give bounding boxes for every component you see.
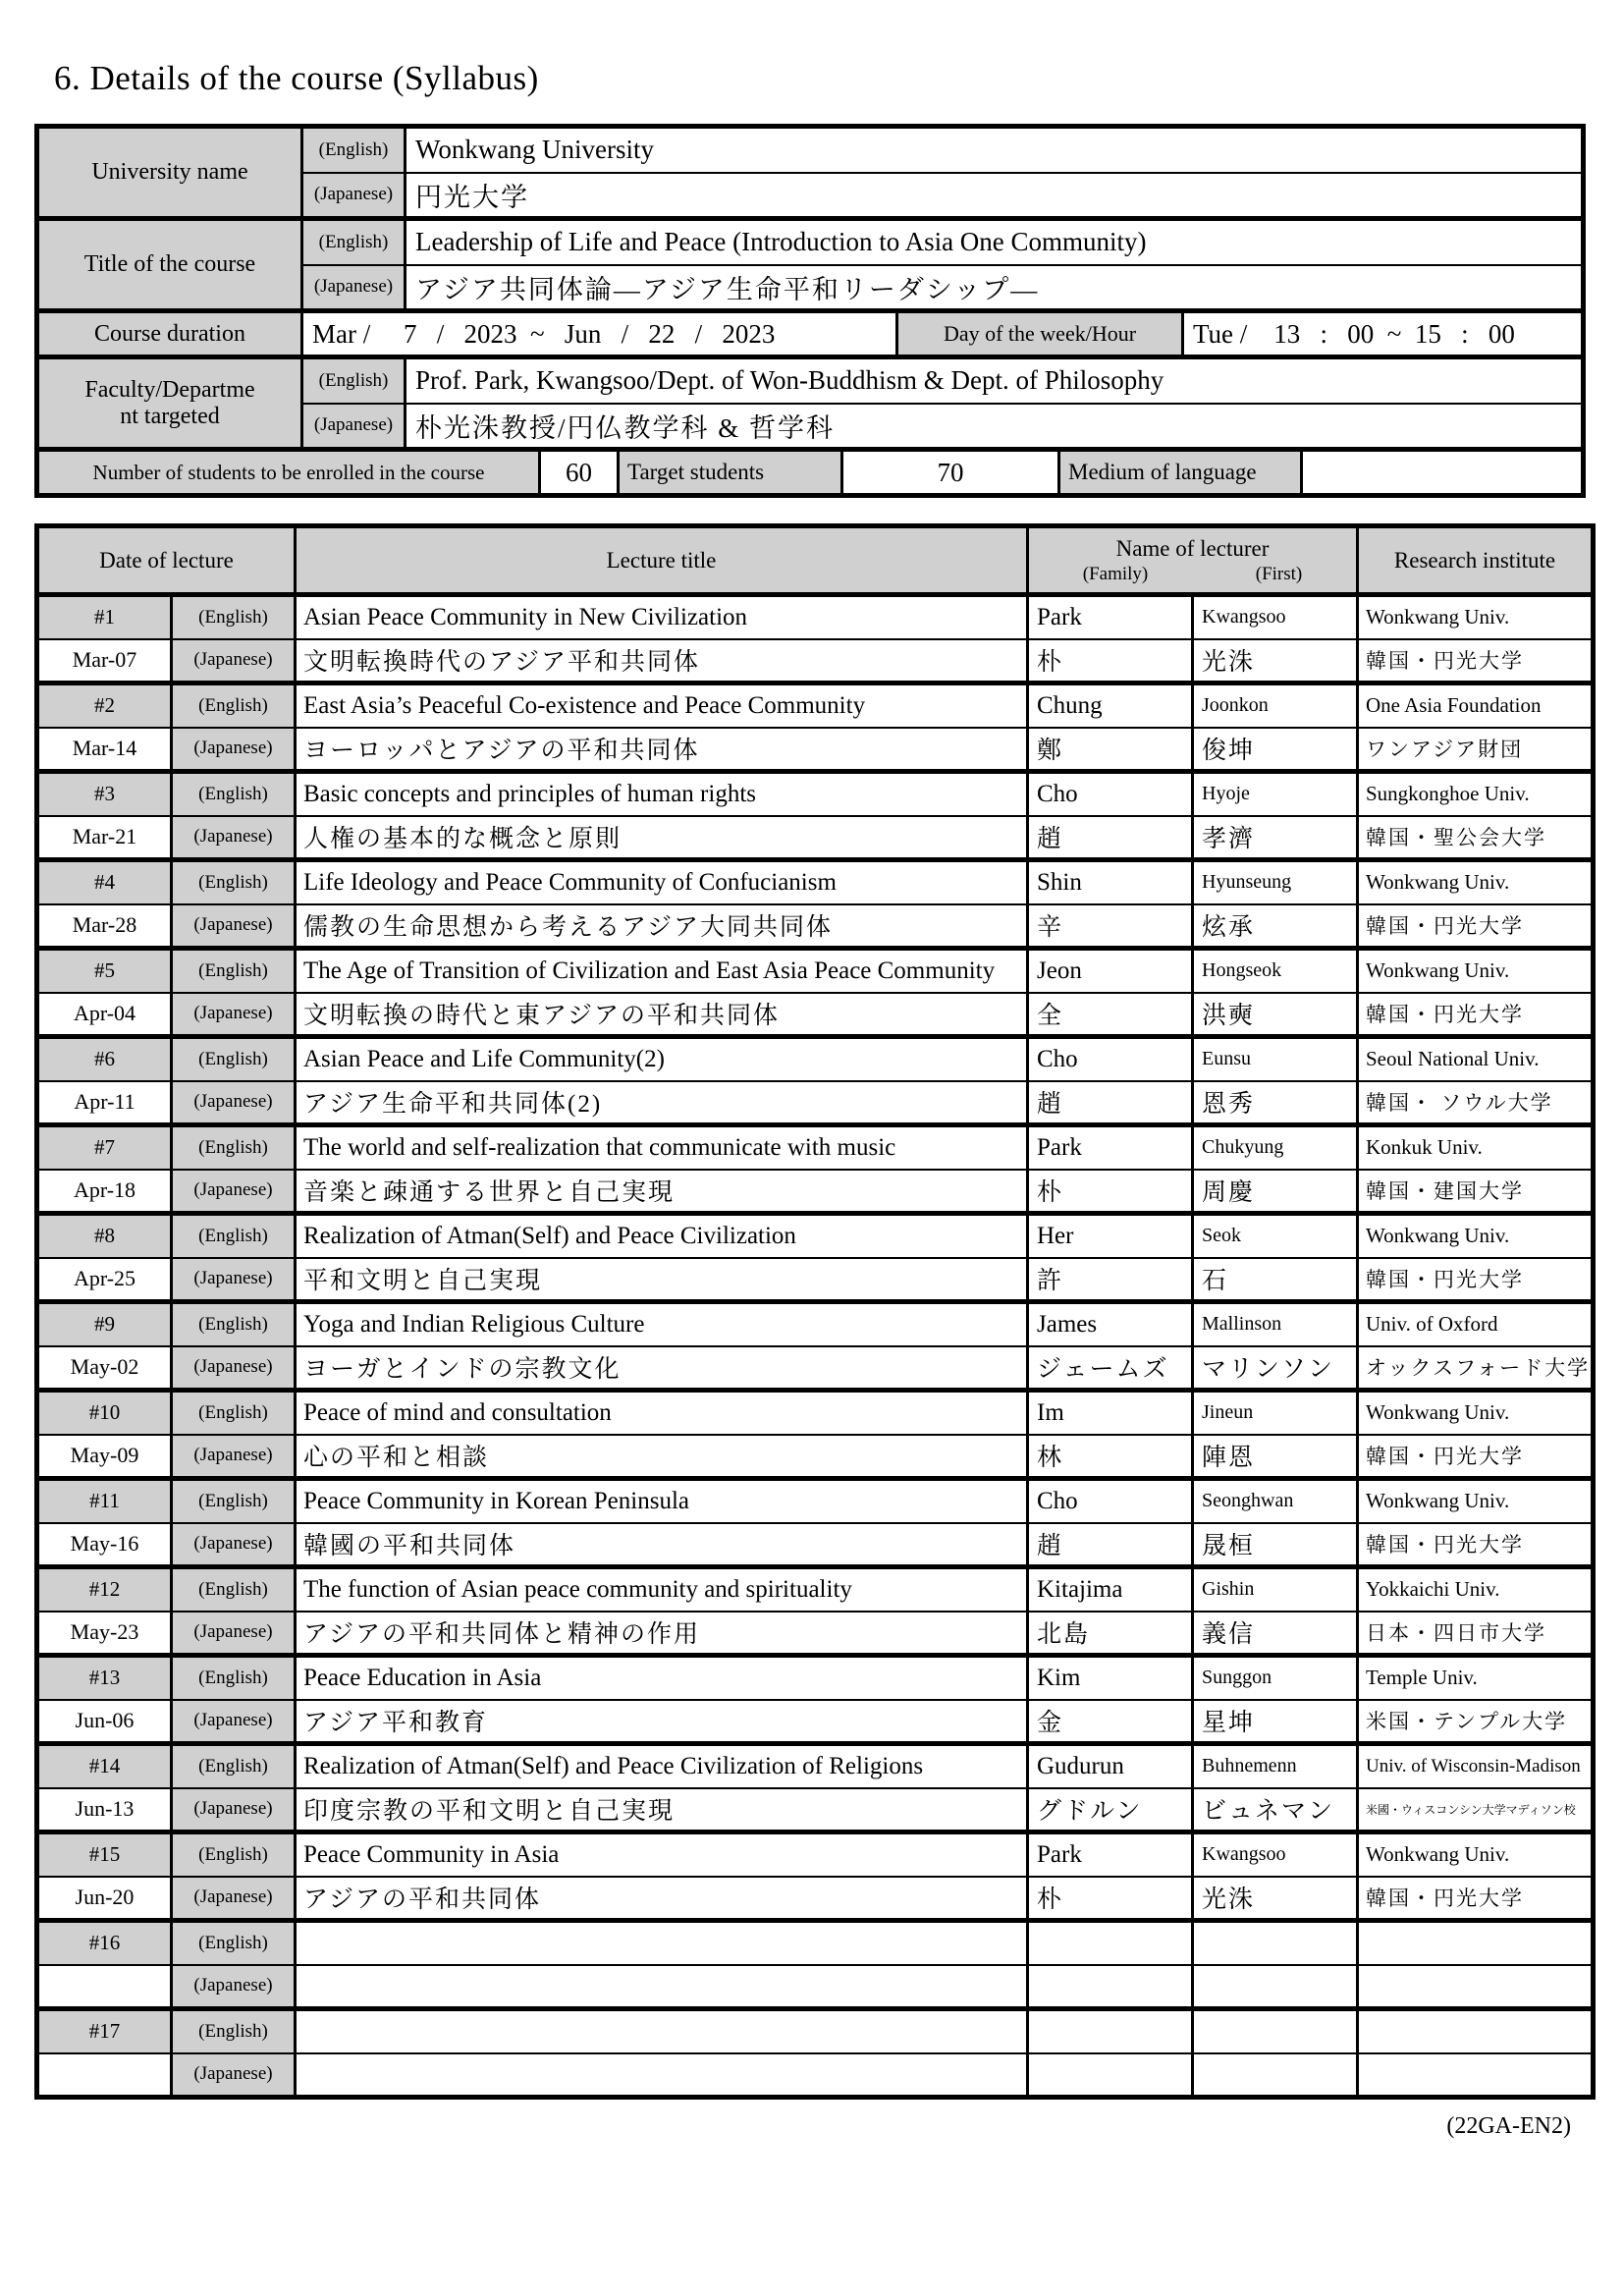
university-name-ja: 円光大学 [406, 173, 1584, 219]
lecturer-first-ja: 光洙 [1193, 639, 1358, 683]
lecture-title-en: Basic concepts and principles of human rights [296, 772, 1028, 816]
research-institute-ja: 韓国・聖公会大学 [1358, 816, 1594, 860]
lecture-row-ja [37, 1435, 1594, 1479]
lecture-date: May-02 [37, 1346, 172, 1391]
lecture-title-ja: 儒教の生命思想から考えるアジア大同共同体 [296, 904, 1028, 949]
lecturer-family-ja: 辛 [1028, 904, 1193, 949]
lecture-title-en: Yoga and Indian Religious Culture [296, 1302, 1028, 1346]
lecture-date: May-09 [37, 1435, 172, 1479]
lecture-row-ja [37, 1788, 1594, 1832]
course-title-row-en [37, 219, 1584, 265]
lang-label-english: (English) [302, 357, 406, 404]
lecture-num: #13 [37, 1656, 172, 1700]
research-institute-en: Univ. of Oxford [1358, 1302, 1594, 1346]
lecture-date: Mar-07 [37, 639, 172, 683]
lang-label-english: (English) [172, 1921, 296, 1965]
lecture-title-en: The Age of Transition of Civilization and East Asia Peace Community [296, 949, 1028, 993]
enrollment-label: Number of students to be enrolled in the course [37, 450, 540, 496]
course-title-label: Title of the course [37, 219, 302, 311]
lecturer-family-ja: 趙 [1028, 1081, 1193, 1125]
lecturer-first-en [1193, 1921, 1358, 1965]
lecturer-family-en: James [1028, 1302, 1193, 1346]
lecturer-first-en: Jineun [1193, 1391, 1358, 1435]
research-institute-en [1358, 2009, 1594, 2053]
lang-label-english: (English) [172, 1302, 296, 1346]
lecture-title-ja: アジア平和教育 [296, 1700, 1028, 1744]
lecture-title-en: Peace of mind and consultation [296, 1391, 1028, 1435]
lecturer-first-en: Seok [1193, 1214, 1358, 1258]
lecture-row-ja [37, 2053, 1594, 2098]
lecture-title-ja: 平和文明と自己実現 [296, 1258, 1028, 1302]
lecturer-first-en: Joonkon [1193, 683, 1358, 728]
university-name-en: Wonkwang University [406, 127, 1584, 173]
lang-label-english: (English) [172, 1125, 296, 1170]
lecture-date: Mar-21 [37, 816, 172, 860]
lang-label-japanese: (Japanese) [172, 1346, 296, 1391]
lang-label-japanese: (Japanese) [172, 639, 296, 683]
lecture-title-en: Peace Community in Asia [296, 1832, 1028, 1877]
lecturer-family-ja: 金 [1028, 1700, 1193, 1744]
lecture-row-en [37, 1921, 1594, 1965]
research-institute-en: Wonkwang Univ. [1358, 1391, 1594, 1435]
header-name-of-lecturer: Name of lecturer (Family) (First) [1028, 526, 1358, 595]
research-institute-ja: ワンアジア財団 [1358, 728, 1594, 772]
lecture-title-ja: アジア生命平和共同体(2) [296, 1081, 1028, 1125]
lecture-date: Mar-14 [37, 728, 172, 772]
lecture-row-en [37, 1656, 1594, 1700]
lecturer-first-ja: ビュネマン [1193, 1788, 1358, 1832]
research-institute-ja: 韓国・円光大学 [1358, 993, 1594, 1037]
research-institute-en: Yokkaichi Univ. [1358, 1567, 1594, 1612]
lecturer-family-en: Kitajima [1028, 1567, 1193, 1612]
research-institute-en: Konkuk Univ. [1358, 1125, 1594, 1170]
lecture-row-en [37, 1214, 1594, 1258]
lecturer-first-en: Eunsu [1193, 1037, 1358, 1081]
lecturer-first-ja: 恩秀 [1193, 1081, 1358, 1125]
course-info-table [34, 124, 1586, 498]
lecture-date: Apr-04 [37, 993, 172, 1037]
lang-label-english: (English) [172, 1479, 296, 1523]
lecture-title-ja [296, 2053, 1028, 2098]
medium-language-label: Medium of language [1059, 450, 1302, 496]
faculty-ja: 朴光洙教授/円仏教学科 & 哲学科 [406, 404, 1584, 450]
header-research-institute: Research institute [1358, 526, 1594, 595]
research-institute-en: Univ. of Wisconsin-Madison [1358, 1744, 1594, 1788]
lecturer-family-ja [1028, 2053, 1193, 2098]
lecture-row-en [37, 1302, 1594, 1346]
lang-label-japanese: (Japanese) [172, 1700, 296, 1744]
lecturer-family-ja: グドルン [1028, 1788, 1193, 1832]
lecture-row-ja [37, 993, 1594, 1037]
lang-label-english: (English) [172, 949, 296, 993]
lecture-row-en [37, 1125, 1594, 1170]
lecture-num: #2 [37, 683, 172, 728]
lecture-date: Apr-25 [37, 1258, 172, 1302]
lang-label-japanese: (Japanese) [172, 1877, 296, 1921]
lang-label-japanese: (Japanese) [172, 993, 296, 1037]
lecture-title-en: Asian Peace and Life Community(2) [296, 1037, 1028, 1081]
lecture-date: May-23 [37, 1612, 172, 1656]
research-institute-en: Wonkwang Univ. [1358, 1479, 1594, 1523]
lecturer-first-ja: 晟桓 [1193, 1523, 1358, 1567]
faculty-label: Faculty/Departme nt targeted [37, 357, 302, 450]
lang-label-english: (English) [172, 2009, 296, 2053]
university-name-label: University name [37, 127, 302, 219]
lecturer-family-en: Cho [1028, 772, 1193, 816]
lecture-num: #14 [37, 1744, 172, 1788]
research-institute-ja [1358, 1965, 1594, 2009]
research-institute-ja: 韓国・円光大学 [1358, 1435, 1594, 1479]
lecture-row-ja [37, 1965, 1594, 2009]
lecture-title-ja: アジアの平和共同体 [296, 1877, 1028, 1921]
doc-code: (22GA-EN2) [1446, 2113, 1571, 2139]
lecturer-first-ja: 孝濟 [1193, 816, 1358, 860]
lecturer-family-en: Park [1028, 1832, 1193, 1877]
lecture-row-en [37, 860, 1594, 904]
lang-label-english: (English) [172, 595, 296, 639]
lang-label-japanese: (Japanese) [172, 1170, 296, 1214]
research-institute-ja: 韓国・ ソウル大学 [1358, 1081, 1594, 1125]
lecturer-first-ja: 星坤 [1193, 1700, 1358, 1744]
lecturer-family-ja: 林 [1028, 1435, 1193, 1479]
research-institute-ja: 韓国・円光大学 [1358, 904, 1594, 949]
lecturer-first-en: Kwangsoo [1193, 1832, 1358, 1877]
lecturer-family-en: Park [1028, 1125, 1193, 1170]
lecture-row-en [37, 1479, 1594, 1523]
lecture-row-ja [37, 1877, 1594, 1921]
medium-language-value [1302, 450, 1584, 496]
research-institute-en: Wonkwang Univ. [1358, 949, 1594, 993]
lang-label-japanese: (Japanese) [172, 1435, 296, 1479]
lecture-row-ja [37, 904, 1594, 949]
research-institute-en: Wonkwang Univ. [1358, 595, 1594, 639]
research-institute-ja: 米國・ウィスコンシン大学マディソン校 [1358, 1788, 1594, 1832]
lang-label-english: (English) [172, 1214, 296, 1258]
research-institute-en: Seoul National Univ. [1358, 1037, 1594, 1081]
lecturer-family-en: Her [1028, 1214, 1193, 1258]
course-title-ja: アジア共同体論―アジア生命平和リーダシップ― [406, 265, 1584, 311]
lecture-num: #4 [37, 860, 172, 904]
lecturer-family-en: Shin [1028, 860, 1193, 904]
lecturer-family-ja: 朴 [1028, 1170, 1193, 1214]
research-institute-ja: 韓国・円光大学 [1358, 1258, 1594, 1302]
lecturer-first-ja: マリンソン [1193, 1346, 1358, 1391]
lang-label-english: (English) [172, 772, 296, 816]
lecture-title-ja: 印度宗教の平和文明と自己実現 [296, 1788, 1028, 1832]
lecturer-first-ja [1193, 1965, 1358, 2009]
lecturer-family-ja: 許 [1028, 1258, 1193, 1302]
header-date-of-lecture: Date of lecture [37, 526, 296, 595]
lang-label-japanese: (Japanese) [302, 404, 406, 450]
lecturer-first-en: Gishin [1193, 1567, 1358, 1612]
lecture-title-en: Realization of Atman(Self) and Peace Civilization [296, 1214, 1028, 1258]
lecture-num: #6 [37, 1037, 172, 1081]
research-institute-en: Temple Univ. [1358, 1656, 1594, 1700]
lecturer-family-ja: 朴 [1028, 1877, 1193, 1921]
lecturer-family-ja: 趙 [1028, 1523, 1193, 1567]
lecture-date: Jun-13 [37, 1788, 172, 1832]
day-hour-label: Day of the week/Hour [897, 311, 1183, 357]
lecture-date: Mar-28 [37, 904, 172, 949]
lecture-date [37, 1965, 172, 2009]
page-title: 6. Details of the course (Syllabus) [54, 59, 539, 97]
lang-label-english: (English) [172, 1832, 296, 1877]
target-students-label: Target students [619, 450, 842, 496]
lang-label-japanese: (Japanese) [172, 2053, 296, 2098]
lecture-row-en [37, 1037, 1594, 1081]
lang-label-english: (English) [172, 1656, 296, 1700]
lecturer-family-en: Chung [1028, 683, 1193, 728]
lecturer-first-en: Seonghwan [1193, 1479, 1358, 1523]
lecture-title-ja: 人権の基本的な概念と原則 [296, 816, 1028, 860]
lecture-num: #12 [37, 1567, 172, 1612]
lecturer-family-en: Kim [1028, 1656, 1193, 1700]
lecturer-family-en: Gudurun [1028, 1744, 1193, 1788]
research-institute-ja: オックスフォード大学 [1358, 1346, 1594, 1391]
lang-label-japanese: (Japanese) [172, 904, 296, 949]
lecture-num: #16 [37, 1921, 172, 1965]
lecture-date [37, 2053, 172, 2098]
lecturer-first-ja: 石 [1193, 1258, 1358, 1302]
lecture-row-ja [37, 1523, 1594, 1567]
lecture-num: #7 [37, 1125, 172, 1170]
lecturer-first-en: Sunggon [1193, 1656, 1358, 1700]
lecturer-family-en: Park [1028, 595, 1193, 639]
course-duration-value: Mar / 7 / 2023 ~ Jun / 22 / 2023 [302, 311, 897, 357]
lecture-num: #15 [37, 1832, 172, 1877]
lecture-num: #1 [37, 595, 172, 639]
lecture-row-ja [37, 728, 1594, 772]
lang-label-japanese: (Japanese) [172, 728, 296, 772]
lecturer-family-en: Im [1028, 1391, 1193, 1435]
research-institute-en: Wonkwang Univ. [1358, 860, 1594, 904]
lecturer-family-en [1028, 1921, 1193, 1965]
lecture-num: #3 [37, 772, 172, 816]
lecture-row-en [37, 1832, 1594, 1877]
lecture-num: #11 [37, 1479, 172, 1523]
lecture-title-en: East Asia’s Peaceful Co-existence and Peace Community [296, 683, 1028, 728]
lecture-title-ja: 韓國の平和共同体 [296, 1523, 1028, 1567]
research-institute-en: Sungkonghoe Univ. [1358, 772, 1594, 816]
lang-label-japanese: (Japanese) [172, 1258, 296, 1302]
lang-label-english: (English) [172, 683, 296, 728]
lang-label-japanese: (Japanese) [172, 1523, 296, 1567]
lecture-title-ja: 文明転換の時代と東アジアの平和共同体 [296, 993, 1028, 1037]
research-institute-ja: 韓国・円光大学 [1358, 639, 1594, 683]
course-title-en: Leadership of Life and Peace (Introduction to Asia One Community) [406, 219, 1584, 265]
lecture-date: Jun-20 [37, 1877, 172, 1921]
lecture-num: #17 [37, 2009, 172, 2053]
lecturer-first-ja: 洪奭 [1193, 993, 1358, 1037]
lecture-row-en [37, 2009, 1594, 2053]
lang-label-english: (English) [172, 1391, 296, 1435]
lecture-row-en [37, 683, 1594, 728]
lecture-date: May-16 [37, 1523, 172, 1567]
lecture-row-en [37, 1567, 1594, 1612]
enrollment-value: 60 [540, 450, 619, 496]
university-row-en [37, 127, 1584, 173]
lecture-title-en: Realization of Atman(Self) and Peace Civilization of Religions [296, 1744, 1028, 1788]
lecture-row-ja [37, 639, 1594, 683]
lecture-row-ja [37, 1700, 1594, 1744]
lecture-row-en [37, 772, 1594, 816]
course-duration-row [37, 311, 1584, 357]
lecture-title-en: Peace Community in Korean Peninsula [296, 1479, 1028, 1523]
lecture-num: #8 [37, 1214, 172, 1258]
lecturer-first-en: Buhnemenn [1193, 1744, 1358, 1788]
research-institute-en [1358, 1921, 1594, 1965]
faculty-row-en [37, 357, 1584, 404]
lang-label-japanese: (Japanese) [172, 1081, 296, 1125]
lecture-num: #9 [37, 1302, 172, 1346]
research-institute-en: Wonkwang Univ. [1358, 1214, 1594, 1258]
header-family: (Family) [1082, 563, 1149, 584]
research-institute-en: Wonkwang Univ. [1358, 1832, 1594, 1877]
lecturer-first-ja: 陣恩 [1193, 1435, 1358, 1479]
lecture-row-ja [37, 816, 1594, 860]
lecture-num: #5 [37, 949, 172, 993]
lecture-title-en: The world and self-realization that communicate with music [296, 1125, 1028, 1170]
lecturer-family-ja: 朴 [1028, 639, 1193, 683]
lecture-title-en: Peace Education in Asia [296, 1656, 1028, 1700]
target-students-value: 70 [842, 450, 1059, 496]
lecturer-first-en: Kwangsoo [1193, 595, 1358, 639]
lecturer-first-en: Mallinson [1193, 1302, 1358, 1346]
lecturer-family-ja [1028, 1965, 1193, 2009]
enrollment-row [37, 450, 1584, 496]
lecture-table [34, 523, 1596, 2100]
lang-label-japanese: (Japanese) [172, 1788, 296, 1832]
lecture-title-en [296, 2009, 1028, 2053]
day-hour-value: Tue / 13 : 00 ~ 15 : 00 [1183, 311, 1584, 357]
research-institute-en: One Asia Foundation [1358, 683, 1594, 728]
lecturer-family-en [1028, 2009, 1193, 2053]
lecture-title-ja: アジアの平和共同体と精神の作用 [296, 1612, 1028, 1656]
lecturer-family-ja: 趙 [1028, 816, 1193, 860]
lang-label-english: (English) [172, 860, 296, 904]
lecture-title-en [296, 1921, 1028, 1965]
lecturer-first-ja: 光洙 [1193, 1877, 1358, 1921]
lang-label-english: (English) [172, 1567, 296, 1612]
research-institute-ja: 韓国・円光大学 [1358, 1523, 1594, 1567]
lecture-row-ja [37, 1346, 1594, 1391]
research-institute-ja: 韓国・円光大学 [1358, 1877, 1594, 1921]
lecturer-family-en: Cho [1028, 1479, 1193, 1523]
lecture-row-ja [37, 1258, 1594, 1302]
lecture-date: Apr-18 [37, 1170, 172, 1214]
lecturer-first-ja: 俊坤 [1193, 728, 1358, 772]
lecturer-first-ja: 周慶 [1193, 1170, 1358, 1214]
header-lecture-title: Lecture title [296, 526, 1028, 595]
lecturer-family-ja: 北島 [1028, 1612, 1193, 1656]
lecturer-first-ja: 義信 [1193, 1612, 1358, 1656]
lang-label-japanese: (Japanese) [302, 173, 406, 219]
lecture-title-en: The function of Asian peace community and spirituality [296, 1567, 1028, 1612]
header-first: (First) [1255, 563, 1303, 584]
lang-label-english: (English) [302, 127, 406, 173]
lecturer-first-ja [1193, 2053, 1358, 2098]
lecture-title-ja: 心の平和と相談 [296, 1435, 1028, 1479]
lecture-title-ja [296, 1965, 1028, 2009]
lecturer-first-en: Hyunseung [1193, 860, 1358, 904]
lang-label-japanese: (Japanese) [172, 816, 296, 860]
course-duration-label: Course duration [37, 311, 302, 357]
lecturer-first-en [1193, 2009, 1358, 2053]
lecture-row-ja [37, 1170, 1594, 1214]
lecture-title-ja: ヨーガとインドの宗教文化 [296, 1346, 1028, 1391]
lang-label-japanese: (Japanese) [302, 265, 406, 311]
lecture-title-ja: 文明転換時代のアジア平和共同体 [296, 639, 1028, 683]
lecture-title-en: Life Ideology and Peace Community of Confucianism [296, 860, 1028, 904]
lecture-table-header [37, 526, 1594, 595]
faculty-en: Prof. Park, Kwangsoo/Dept. of Won-Buddhism & Dept. of Philosophy [406, 357, 1584, 404]
lecture-title-en: Asian Peace Community in New Civilization [296, 595, 1028, 639]
lecturer-first-en: Chukyung [1193, 1125, 1358, 1170]
lecture-row-en [37, 595, 1594, 639]
lang-label-japanese: (Japanese) [172, 1612, 296, 1656]
lecture-row-ja [37, 1612, 1594, 1656]
lecture-row-ja [37, 1081, 1594, 1125]
lecture-title-ja: 音楽と疎通する世界と自己実現 [296, 1170, 1028, 1214]
lecturer-first-ja: 炫承 [1193, 904, 1358, 949]
lecturer-family-ja: 全 [1028, 993, 1193, 1037]
lecture-num: #10 [37, 1391, 172, 1435]
lecture-row-en [37, 949, 1594, 993]
lecture-title-ja: ヨーロッパとアジアの平和共同体 [296, 728, 1028, 772]
research-institute-ja: 韓国・建国大学 [1358, 1170, 1594, 1214]
lang-label-english: (English) [172, 1037, 296, 1081]
lang-label-japanese: (Japanese) [172, 1965, 296, 2009]
lecturer-family-en: Cho [1028, 1037, 1193, 1081]
lecturer-family-en: Jeon [1028, 949, 1193, 993]
lang-label-english: (English) [172, 1744, 296, 1788]
lecture-date: Jun-06 [37, 1700, 172, 1744]
lecture-date: Apr-11 [37, 1081, 172, 1125]
lecturer-first-en: Hyoje [1193, 772, 1358, 816]
lecturer-first-en: Hongseok [1193, 949, 1358, 993]
research-institute-ja: 日本・四日市大学 [1358, 1612, 1594, 1656]
research-institute-ja [1358, 2053, 1594, 2098]
lecture-row-en [37, 1391, 1594, 1435]
lecturer-family-ja: ジェームズ [1028, 1346, 1193, 1391]
research-institute-ja: 米国・テンプル大学 [1358, 1700, 1594, 1744]
lecturer-family-ja: 鄭 [1028, 728, 1193, 772]
lang-label-english: (English) [302, 219, 406, 265]
lecture-row-en [37, 1744, 1594, 1788]
